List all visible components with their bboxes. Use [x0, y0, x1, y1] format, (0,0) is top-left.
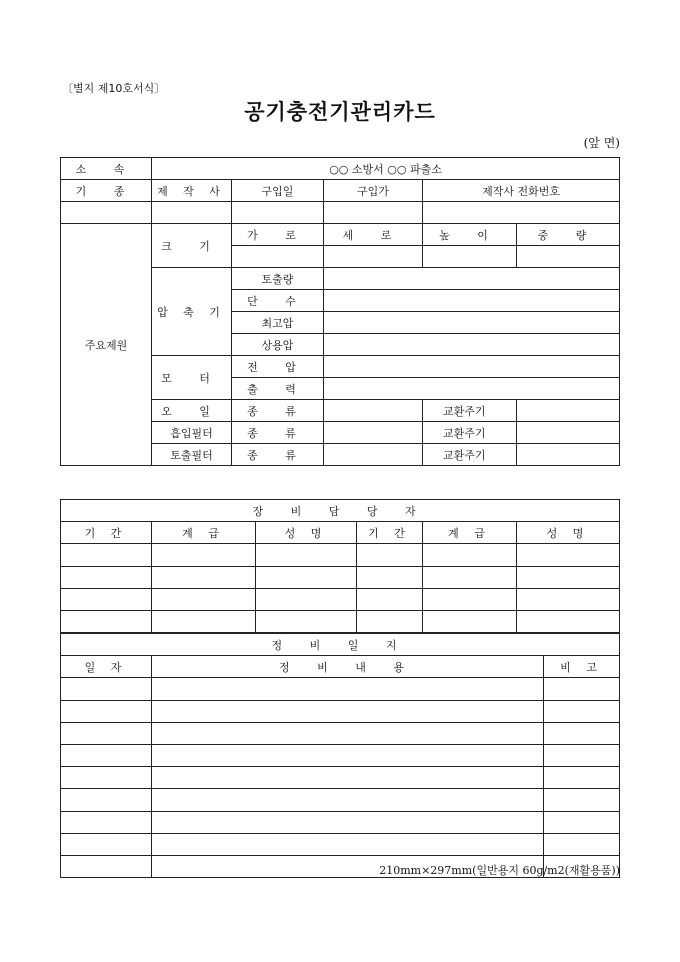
- log-date-cell[interactable]: [61, 722, 152, 744]
- manager-entry-row: [61, 610, 620, 632]
- entry-cell[interactable]: [517, 544, 620, 566]
- name-header: 성 명: [256, 522, 357, 544]
- type-label: 종 류: [232, 422, 324, 444]
- size-header-row: [61, 224, 620, 246]
- log-date-cell[interactable]: [61, 789, 152, 811]
- specs-section-label: 주요제원: [61, 224, 152, 466]
- entry-cell[interactable]: [256, 544, 357, 566]
- date-header: 일 자: [61, 656, 152, 678]
- purchase-date-label: 구입일: [232, 180, 324, 202]
- log-content-cell[interactable]: [152, 678, 544, 700]
- rank-header: 계 급: [152, 522, 256, 544]
- page-side-label: (앞 면): [583, 136, 620, 150]
- type-label: 종 류: [232, 400, 324, 422]
- entry-cell[interactable]: [357, 610, 423, 632]
- log-date-cell[interactable]: [61, 767, 152, 789]
- entry-cell[interactable]: [357, 588, 423, 610]
- length-cell[interactable]: [324, 246, 423, 268]
- log-entry-row: [61, 789, 620, 811]
- log-entry-row: [61, 700, 620, 722]
- log-remarks-cell[interactable]: [544, 833, 620, 855]
- log-section-title: 정 비 일 지: [61, 634, 620, 656]
- managers-section-title: 장 비 담 당 자: [61, 500, 620, 522]
- log-remarks-cell[interactable]: [544, 767, 620, 789]
- log-remarks-cell[interactable]: [544, 811, 620, 833]
- equipment-info-table: [60, 157, 620, 466]
- maker-cell[interactable]: [152, 202, 232, 224]
- log-content-cell[interactable]: [152, 700, 544, 722]
- rank-header: 계 급: [423, 522, 517, 544]
- manager-entry-row: [61, 566, 620, 588]
- log-content-cell[interactable]: [152, 811, 544, 833]
- log-entry-row: [61, 722, 620, 744]
- page-title: 공기충전기관리카드: [244, 99, 436, 124]
- model-value-row: [61, 202, 620, 224]
- motor-label: 모 터: [152, 356, 232, 400]
- log-date-cell[interactable]: [61, 811, 152, 833]
- period-header: 기 간: [61, 522, 152, 544]
- entry-cell[interactable]: [152, 610, 256, 632]
- entry-cell[interactable]: [61, 544, 152, 566]
- voltage-label: 전 압: [232, 356, 324, 378]
- length-label: 세 로: [324, 224, 423, 246]
- stages-cell[interactable]: [324, 290, 620, 312]
- log-entry-row: [61, 678, 620, 700]
- model-header-row: [61, 180, 620, 202]
- entry-cell[interactable]: [517, 566, 620, 588]
- log-content-cell[interactable]: [152, 744, 544, 766]
- interval-cell[interactable]: [517, 444, 620, 466]
- log-content-cell[interactable]: [152, 833, 544, 855]
- type-cell[interactable]: [324, 400, 423, 422]
- managers-header-row: [61, 522, 620, 544]
- log-date-cell[interactable]: [61, 678, 152, 700]
- width-cell[interactable]: [232, 246, 324, 268]
- content-header: 정 비 내 용: [152, 656, 544, 678]
- managers-title-row: [61, 500, 620, 522]
- entry-cell[interactable]: [423, 544, 517, 566]
- log-remarks-cell[interactable]: [544, 678, 620, 700]
- purchase-price-cell[interactable]: [324, 202, 423, 224]
- maker-phone-cell[interactable]: [423, 202, 620, 224]
- log-date-cell[interactable]: [61, 855, 152, 877]
- log-content-cell[interactable]: [152, 789, 544, 811]
- log-entry-row: [61, 833, 620, 855]
- width-label: 가 로: [232, 224, 324, 246]
- manager-entry-row: [61, 544, 620, 566]
- type-cell[interactable]: [324, 444, 423, 466]
- entry-cell[interactable]: [61, 566, 152, 588]
- entry-cell[interactable]: [517, 588, 620, 610]
- interval-label: 교환주기: [423, 400, 517, 422]
- name-header: 성 명: [517, 522, 620, 544]
- height-label: 높 이: [423, 224, 517, 246]
- log-date-cell[interactable]: [61, 700, 152, 722]
- stages-label: 단 수: [232, 290, 324, 312]
- purchase-price-label: 구입가: [324, 180, 423, 202]
- discharge-label: 토출량: [232, 268, 324, 290]
- log-content-cell[interactable]: [152, 767, 544, 789]
- entry-cell[interactable]: [61, 588, 152, 610]
- log-date-cell[interactable]: [61, 744, 152, 766]
- entry-cell[interactable]: [256, 610, 357, 632]
- entry-cell[interactable]: [152, 566, 256, 588]
- interval-label: 교환주기: [423, 422, 517, 444]
- intake-filter-label: 흡입필터: [152, 422, 232, 444]
- log-remarks-cell[interactable]: [544, 722, 620, 744]
- entry-cell[interactable]: [152, 544, 256, 566]
- model-label: 기 종: [61, 180, 152, 202]
- entry-cell[interactable]: [61, 610, 152, 632]
- maker-phone-label: 제작사 전화번호: [423, 180, 620, 202]
- voltage-cell[interactable]: [324, 356, 620, 378]
- log-date-cell[interactable]: [61, 833, 152, 855]
- entry-cell[interactable]: [152, 588, 256, 610]
- weight-cell[interactable]: [517, 246, 620, 268]
- affiliation-row: [61, 158, 620, 180]
- entry-cell[interactable]: [256, 588, 357, 610]
- working-pressure-cell[interactable]: [324, 334, 620, 356]
- discharge-filter-label: 토출필터: [152, 444, 232, 466]
- remarks-header: 비 고: [544, 656, 620, 678]
- affiliation-value[interactable]: ○○ 소방서 ○○ 파출소: [152, 158, 620, 180]
- log-remarks-cell[interactable]: [544, 789, 620, 811]
- working-pressure-label: 상용압: [232, 334, 324, 356]
- paper-spec-footer: 210mm×297mm(일반용지 60g/m2(재활용품)): [379, 864, 620, 877]
- maintenance-log-table: [60, 633, 620, 878]
- interval-cell[interactable]: [517, 400, 620, 422]
- entry-cell[interactable]: [423, 566, 517, 588]
- log-entry-row: [61, 767, 620, 789]
- log-entry-row: [61, 744, 620, 766]
- size-label: 크 기: [152, 224, 232, 268]
- form-number: 〔별지 제10호서식〕: [62, 82, 166, 95]
- log-remarks-cell[interactable]: [544, 744, 620, 766]
- log-header-row: [61, 656, 620, 678]
- entry-cell[interactable]: [423, 588, 517, 610]
- interval-cell[interactable]: [517, 422, 620, 444]
- affiliation-label: 소 속: [61, 158, 152, 180]
- type-label: 종 류: [232, 444, 324, 466]
- entry-cell[interactable]: [517, 610, 620, 632]
- power-cell[interactable]: [324, 378, 620, 400]
- log-entry-row: [61, 811, 620, 833]
- compressor-label: 압 축 기: [152, 268, 232, 356]
- entry-cell[interactable]: [256, 566, 357, 588]
- max-pressure-cell[interactable]: [324, 312, 620, 334]
- interval-label: 교환주기: [423, 444, 517, 466]
- model-cell[interactable]: [61, 202, 152, 224]
- weight-label: 중 량: [517, 224, 620, 246]
- log-remarks-cell[interactable]: [544, 700, 620, 722]
- type-cell[interactable]: [324, 422, 423, 444]
- maker-label: 제 작 사: [152, 180, 232, 202]
- entry-cell[interactable]: [357, 566, 423, 588]
- max-pressure-label: 최고압: [232, 312, 324, 334]
- height-cell[interactable]: [423, 246, 517, 268]
- managers-table: [60, 499, 620, 633]
- power-label: 출 력: [232, 378, 324, 400]
- entry-cell[interactable]: [423, 610, 517, 632]
- purchase-date-cell[interactable]: [232, 202, 324, 224]
- manager-entry-row: [61, 588, 620, 610]
- entry-cell[interactable]: [357, 544, 423, 566]
- log-title-row: [61, 634, 620, 656]
- discharge-cell[interactable]: [324, 268, 620, 290]
- log-content-cell[interactable]: [152, 722, 544, 744]
- period-header: 기 간: [357, 522, 423, 544]
- oil-label: 오 일: [152, 400, 232, 422]
